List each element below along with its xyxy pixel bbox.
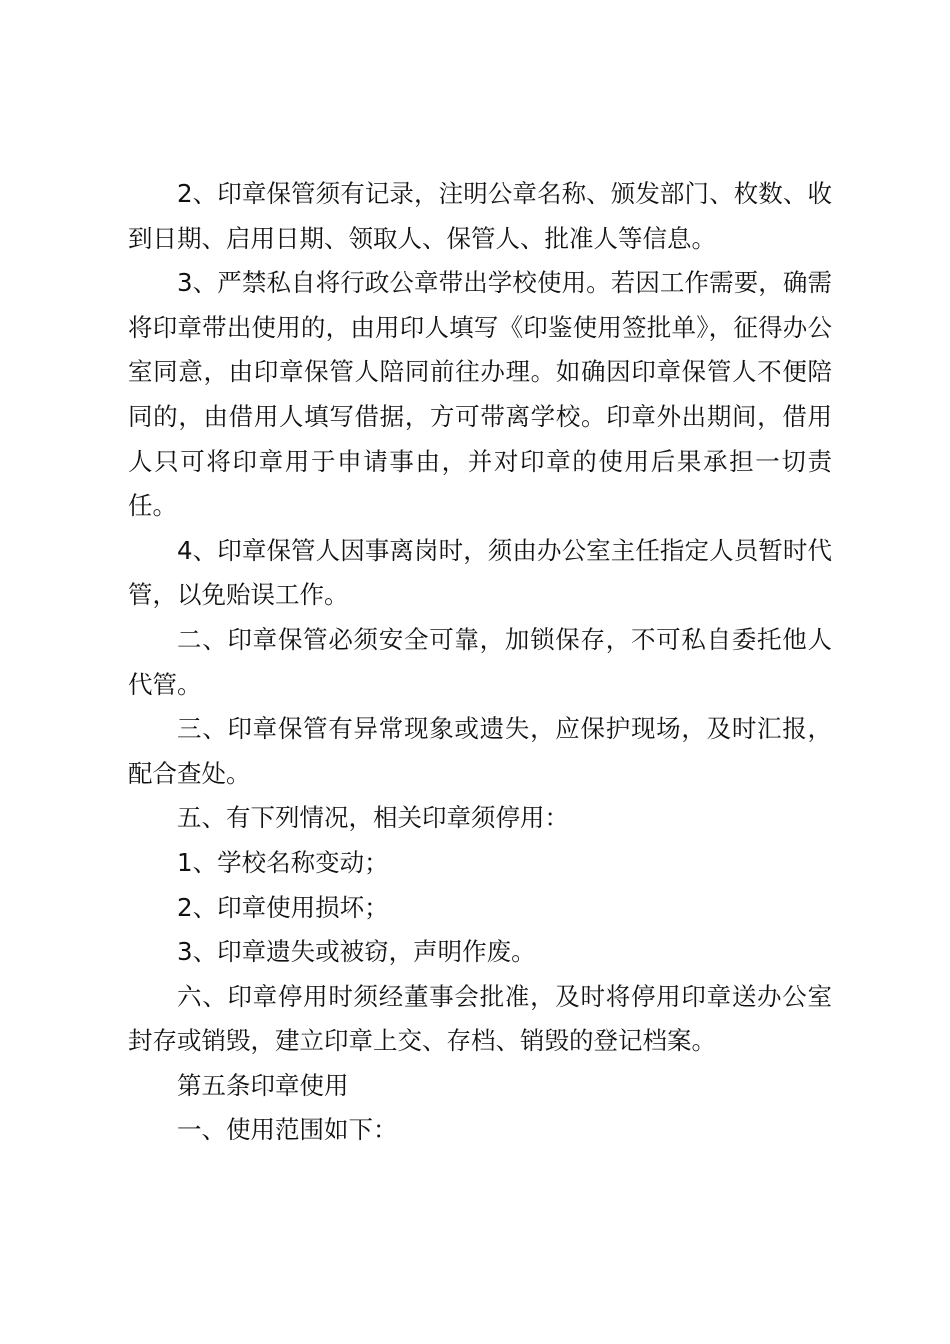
paragraph-seal-record: 2、印章保管须有记录，注明公章名称、颁发部门、枚数、收到日期、启用日期、领取人、保管人、批准人等信息。 [128, 179, 832, 253]
section-heading-article-5: 第五条印章使用 [177, 1070, 349, 1100]
list-item-lost: 3、印章遗失或被窃，声明作废。 [177, 937, 536, 967]
paragraph-seal-safekeeping: 二、印章保管必须安全可靠，加锁保存，不可私自委托他人代管。 [128, 624, 832, 699]
list-item-name-change: 1、学校名称变动； [177, 847, 389, 877]
paragraph-usage-scope: 一、使用范围如下： [177, 1115, 398, 1145]
paragraph-seal-takeout: 3、严禁私自将行政公章带出学校使用。若因工作需要，确需将印章带出使用的，由用印人填写《印鉴使用签批单》，征得办公室同意，由印章保管人陪同前往办理。如确因印章保管人不便陪同的，由借用人填写借据，方可带离学校。印章外出期间，借用人只可将印章用于申请事由，并对印章的使用后果承担一切责任。 [128, 268, 832, 521]
paragraph-seal-archive: 六、印章停用时须经董事会批准，及时将停用印章送办公室封存或销毁，建立印章上交、存档、销毁的登记档案。 [128, 981, 832, 1056]
document-body [128, 172, 832, 1153]
paragraph-seal-deputy: 4、印章保管人因事离岗时，须由办公室主任指定人员暂时代管，以免贻误工作。 [128, 535, 832, 610]
list-item-damaged: 2、印章使用损坏； [177, 892, 389, 922]
paragraph-seal-anomaly: 三、印章保管有异常现象或遗失，应保护现场，及时汇报，配合查处。 [128, 714, 832, 788]
paragraph-seal-suspend-heading: 五、有下列情况，相关印章须停用： [177, 803, 569, 833]
